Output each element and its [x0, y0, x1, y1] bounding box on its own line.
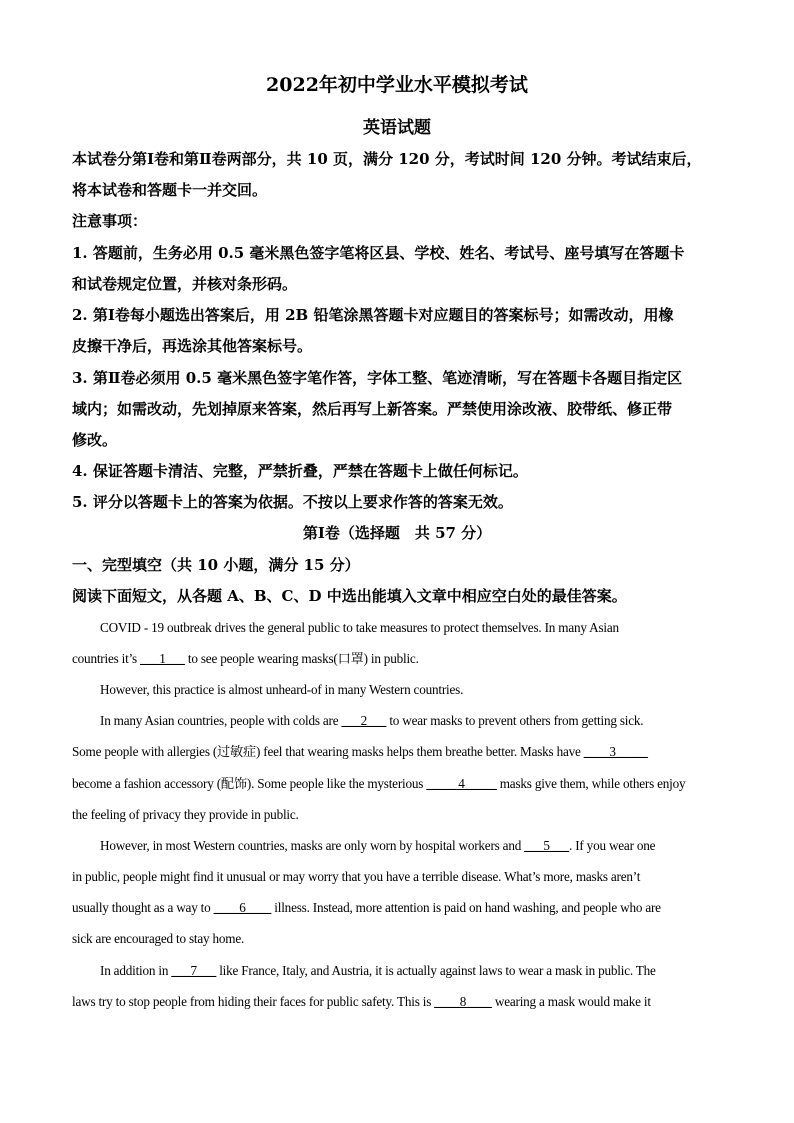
- notice-line: 域内；如需改动，先划掉原来答案，然后再写上新答案。严禁使用涂改液、胶带纸、修正带: [72, 400, 673, 418]
- passage-line: usually thought as a way to ____6____ illness. Instead, more attention is paid on hand washing, and people who are: [72, 900, 661, 915]
- intro-line-2: 将本试卷和答题卡一并交回。: [72, 181, 268, 199]
- passage-line: sick are encouraged to stay home.: [72, 931, 245, 946]
- passage-line: countries it’s ___1___ to see people wearing masks(口罩) in public.: [72, 651, 419, 666]
- blank-5: ___5___: [524, 838, 569, 853]
- notice-line: 3. 第Ⅱ卷必须用 0.5 毫米黑色签字笔作答，字体工整、笔迹清晰，写在答题卡各题目指定区: [72, 369, 683, 387]
- exam-title: 2022年初中学业水平模拟考试: [266, 74, 528, 96]
- blank-8: ____8____: [434, 994, 492, 1009]
- part-heading: 第Ⅰ卷（选择题 共 57 分）: [302, 524, 492, 542]
- task-instruction: 阅读下面短文，从各题 A、B、C、D 中选出能填入文章中相应空白处的最佳答案。: [72, 587, 627, 605]
- passage-line: However, in most Western countries, masks are only worn by hospital workers and ___5___. If you wear one: [100, 838, 656, 853]
- blank-3: ____3_____: [583, 744, 648, 759]
- passage-line: the feeling of privacy they provide in public.: [72, 807, 299, 822]
- blank-6: ____6____: [213, 900, 272, 915]
- passage-line: laws try to stop people from hiding their faces for public safety. This is ____8____ wearing a mask would make it: [72, 994, 651, 1009]
- notice-line: 和试卷规定位置，并核对条形码。: [72, 275, 298, 293]
- passage-line: in public, people might find it unusual or may worry that you have a terrible disease. What’s more, masks aren’t: [72, 869, 641, 884]
- passage-line: Some people with allergies (过敏症) feel that wearing masks helps them breathe better. Masks have ____3_____: [72, 744, 648, 759]
- blank-4: _____4_____: [426, 776, 497, 791]
- notice-line: 皮擦干净后，再选涂其他答案标号。: [72, 337, 313, 355]
- blank-1: ___1___: [140, 651, 185, 666]
- notice-line: 修改。: [72, 431, 118, 449]
- exam-subject: 英语试题: [363, 118, 431, 138]
- notice-line: 4. 保证答题卡清洁、完整，严禁折叠，严禁在答题卡上做任何标记。: [72, 462, 528, 480]
- notice-heading: 注意事项：: [72, 212, 148, 230]
- task-heading: 一、完型填空（共 10 小题，满分 15 分）: [72, 556, 360, 574]
- notice-line: 5. 评分以答题卡上的答案为依据。不按以上要求作答的答案无效。: [72, 493, 513, 511]
- intro-line-1: 本试卷分第Ⅰ卷和第Ⅱ卷两部分，共 10 页，满分 120 分，考试时间 120 分钟。考试结束后，: [72, 150, 702, 168]
- passage-line: In many Asian countries, people with colds are ___2___ to wear masks to prevent others from getting sick.: [100, 713, 644, 728]
- notice-line: 2. 第Ⅰ卷每小题选出答案后，用 2B 铅笔涂黑答题卡对应题目的答案标号；如需改动，用橡: [72, 306, 674, 324]
- notice-line: 1. 答题前，生务必用 0.5 毫米黑色签字笔将区县、学校、姓名、考试号、座号填写在答题卡: [72, 244, 685, 262]
- blank-2: ___2___: [341, 713, 387, 728]
- passage-line: become a fashion accessory (配饰). Some people like the mysterious _____4_____ masks give them, while others enjoy: [72, 776, 686, 791]
- passage-line: COVID - 19 outbreak drives the general public to take measures to protect themselves. In many Asian: [100, 620, 619, 635]
- passage-line: However, this practice is almost unheard-of in many Western countries.: [100, 682, 464, 697]
- blank-7: ___7___: [171, 963, 217, 978]
- passage-line: In addition in ___7___ like France, Italy, and Austria, it is actually against laws to wear a mask in public. The: [100, 963, 656, 978]
